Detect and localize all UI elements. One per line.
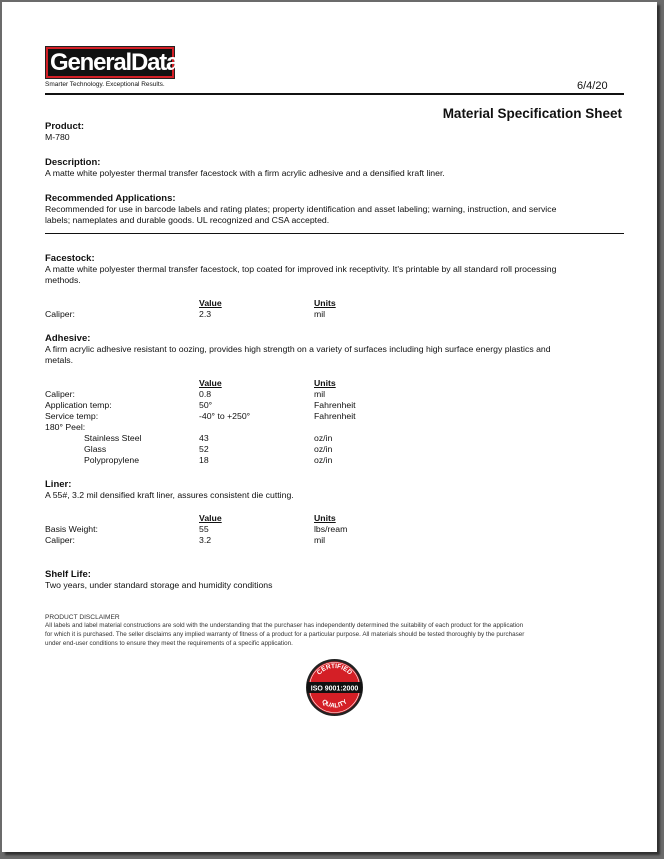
adhesive-row-value: 43 <box>199 433 209 443</box>
shelf-life-label: Shelf Life: <box>45 569 91 580</box>
liner-label: Liner: <box>45 479 72 490</box>
description-label: Description: <box>45 157 101 168</box>
description-text: A matte white polyester thermal transfer facestock with a firm acrylic adhesive and a densified kraft liner. <box>45 168 445 178</box>
adhesive-row-units: Fahrenheit <box>314 400 356 410</box>
adhesive-row-value: -40° to +250° <box>199 411 251 421</box>
facestock-units-header: Units <box>314 298 336 308</box>
adhesive-row-name: Polypropylene <box>84 455 140 465</box>
seal-top-text: CERTIFIED <box>315 662 354 677</box>
liner-row-value: 3.2 <box>199 535 212 545</box>
adhesive-row-units: oz/in <box>314 455 333 465</box>
adhesive-row-value: 18 <box>199 455 209 465</box>
adhesive-label: Adhesive: <box>45 333 91 344</box>
adhesive-line-1: A firm acrylic adhesive resistant to oozing, provides high strength on a variety of surfaces including high surface energy plastics and <box>45 344 551 354</box>
shelf-life-text: Two years, under standard storage and humidity conditions <box>45 580 273 590</box>
liner-row-name: Caliper: <box>45 535 75 545</box>
facestock-row-units: mil <box>314 309 326 319</box>
liner-text: A 55#, 3.2 mil densified kraft liner, assures consistent die cutting. <box>45 490 294 500</box>
logo-general-text: General <box>50 49 131 76</box>
adhesive-value-header: Value <box>199 378 222 388</box>
applications-line-1: Recommended for use in barcode labels and rating plates; property identification and asset labeling; warning, instruction, and service <box>45 204 557 214</box>
facestock-label: Facestock: <box>45 253 95 264</box>
liner-units-header: Units <box>314 513 336 523</box>
adhesive-line-2: metals. <box>45 355 74 365</box>
adhesive-row-units: oz/in <box>314 433 333 443</box>
tagline: Smarter Technology. Exceptional Results. <box>45 81 165 88</box>
adhesive-row-name: Glass <box>84 444 107 454</box>
facestock-value-header: Value <box>199 298 222 308</box>
seal-bottom-text: QUALITY <box>320 698 349 710</box>
seal-center-text: ISO 9001:2000 <box>310 685 359 693</box>
product-value: M-780 <box>45 132 70 142</box>
liner-row-value: 55 <box>199 524 209 534</box>
adhesive-row-units: Fahrenheit <box>314 411 356 421</box>
company-logo <box>45 46 179 79</box>
adhesive-units-header: Units <box>314 378 336 388</box>
liner-row-units: lbs/ream <box>314 524 348 534</box>
facestock-row-value: 2.3 <box>199 309 212 319</box>
adhesive-row-value: 52 <box>199 444 209 454</box>
applications-label: Recommended Applications: <box>45 193 176 204</box>
adhesive-row-value: 50° <box>199 400 213 410</box>
document-date: 6/4/20 <box>577 80 608 92</box>
page-title: Material Specification Sheet <box>442 106 622 121</box>
facestock-line-2: methods. <box>45 275 81 285</box>
liner-row-name: Basis Weight: <box>45 524 98 534</box>
product-label: Product: <box>45 121 85 132</box>
adhesive-row-name: Service temp: <box>45 411 99 421</box>
disclaimer-line-3: under end-user conditions to ensure they meet the requirements of a specific application. <box>45 640 293 647</box>
liner-row-units: mil <box>314 535 326 545</box>
header-divider <box>45 93 624 95</box>
liner-value-header: Value <box>199 513 222 523</box>
adhesive-row-name: Application temp: <box>45 400 112 410</box>
adhesive-row-name: Stainless Steel <box>84 433 142 443</box>
adhesive-row-value: 0.8 <box>199 389 212 399</box>
facestock-row-name: Caliper: <box>45 309 75 319</box>
document-page <box>2 2 657 852</box>
applications-line-2: labels; nameplates and durable goods. UL recognized and CSA accepted. <box>45 215 330 225</box>
iso-certification-seal <box>305 658 364 717</box>
section-divider <box>45 233 624 234</box>
disclaimer-line-1: All labels and label material constructions are sold with the understanding that the purchaser has independently determined the suitability of each product for the application <box>45 622 524 629</box>
adhesive-row-name: Caliper: <box>45 389 75 399</box>
adhesive-row-units: mil <box>314 389 326 399</box>
disclaimer-title: PRODUCT DISCLAIMER <box>45 614 120 621</box>
adhesive-row-units: oz/in <box>314 444 333 454</box>
adhesive-peel-label: 180° Peel: <box>45 422 86 432</box>
logo-data-text: Data <box>130 49 179 76</box>
facestock-line-1: A matte white polyester thermal transfer facestock, top coated for improved ink receptivity. It's printable by all standard roll processing <box>45 264 557 274</box>
disclaimer-line-2: for which it is purchased. The seller disclaims any implied warranty of fitness of a product for a particular purpose. All materials should be tested thoroughly by the purchaser <box>45 631 525 638</box>
